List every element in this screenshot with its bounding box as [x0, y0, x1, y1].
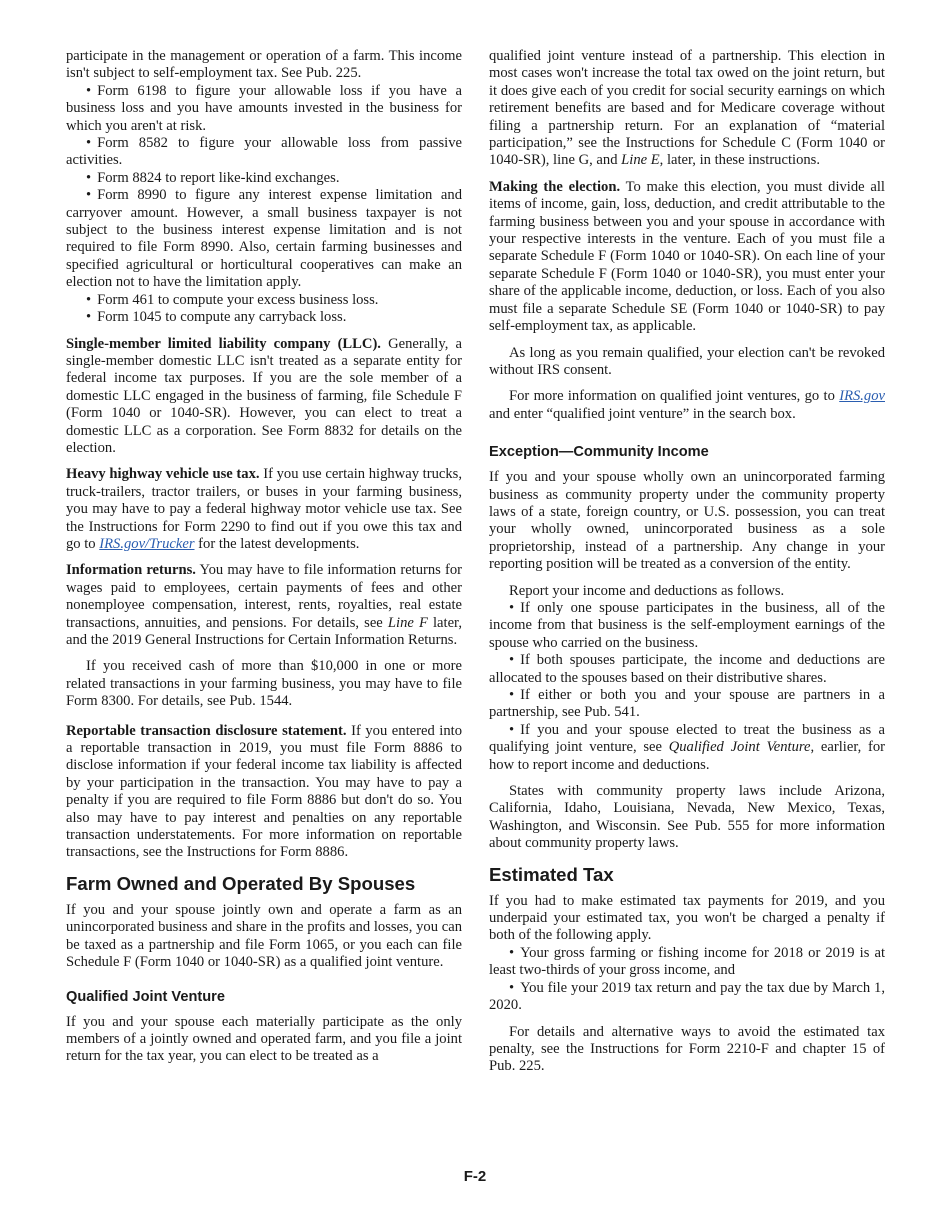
spouses-paragraph: If you and your spouse jointly own and operate a farm as an unincorporated business and share in the profits and losses, you can be taxed as a partnership and file Form 1065, or you each can file Schedule F (Form 1040 or 1040-SR) as a qualified joint venture.	[66, 901, 462, 971]
irs-gov-link[interactable]: IRS.gov	[839, 388, 885, 405]
qjv-continued-paragraph	[489, 48, 885, 170]
remain-paragraph: As long as you remain qualified, your election can't be revoked without IRS consent.	[489, 344, 885, 378]
left-column	[66, 48, 462, 1066]
list-item: • If either or both you and your spouse are partners in a partnership, see Pub. 541.	[489, 687, 885, 722]
more-info-paragraph	[489, 388, 885, 423]
info-returns-paragraph	[66, 562, 462, 649]
right-column	[489, 48, 885, 1076]
info-text: You may have to file information returns for wages paid to employees, certain payments of fees and other nonemployee compensation, interest, rents, royalties, real estate transactions, annuities, and pensions. For details, see	[66, 562, 463, 631]
llc-text: Generally, a single-member domestic LLC isn't treated as a separate entity for federal income tax purposes. If you are the sole member of a domestic LLC engaged in the business of farming, file Schedule F (Form 1040 or 1040-SR). However, you can elect to treat a domestic LLC as a corporation. See Form 8832 for details on the election.	[66, 335, 462, 456]
list-item: • Form 8824 to report like-kind exchanges.	[66, 170, 462, 187]
cash-paragraph: If you received cash of more than $10,000 in one or more related transactions in your farming business, you may have to file Form 8300. For details, see Pub. 1544.	[66, 658, 462, 710]
list-item: • Form 6198 to figure your allowable loss if you have a business loss and you have amounts invested in the business for which you aren't at risk.	[66, 83, 462, 135]
irs-trucker-link[interactable]: IRS.gov/Trucker	[99, 535, 195, 552]
line-f-ref: Line F	[387, 614, 428, 631]
list-item: • Form 8990 to figure any interest expense limitation and carryover amount. However, a small business taxpayer is not subject to the business interest expense limitation and is not required to file Form 8990. Also, certain farming businesses and specified agricultural or horticultural cooperatives can make an election not to have the limitation apply.	[66, 187, 462, 291]
states-paragraph: States with community property laws include Arizona, California, Idaho, Louisiana, Nevada, New Mexico, Texas, Washington, and Wisconsin. See Pub. 555 for more information about community property laws.	[489, 783, 885, 852]
rtd-paragraph	[66, 723, 462, 862]
rtd-heading: Reportable transaction disclosure statement.	[66, 722, 347, 739]
qjv-ref: Qualified Joint Venture	[668, 739, 811, 756]
qjv-continued-text: qualified joint venture instead of a partnership. This election in most cases won't increase the total tax owed on the joint return, but it does give each of you credit for social security earnings on which retirement benefits are based and for Medicare coverage without filing a partnership return. For an explanation of “material participation,” see the Instructions for Schedule C (Form 1040 or 1040-SR), line G, and	[489, 48, 885, 169]
paragraph: participate in the management or operation of a farm. This income isn't subject to self-employment tax. See Pub. 225.	[66, 48, 462, 82]
list-item: • Form 8582 to figure your allowable loss from passive activities.	[66, 135, 462, 170]
more-info-text: For more information on qualified joint ventures, go to	[509, 388, 835, 405]
llc-paragraph	[66, 336, 462, 458]
list-item: • Form 1045 to compute any carryback loss.	[66, 309, 462, 326]
list-item: • Your gross farming or fishing income for 2018 or 2019 is at least two-thirds of your gross income, and	[489, 945, 885, 980]
qjv-continued-end: , later, in these instructions.	[659, 152, 820, 169]
list-item: • You file your 2019 tax return and pay the tax due by March 1, 2020.	[489, 980, 885, 1015]
list-item	[489, 722, 885, 774]
qjv-paragraph: If you and your spouse each materially participate as the only members of a jointly owned and operated farm, and you file a joint return for the tax year, you can elect to be treated as a	[66, 1013, 462, 1065]
llc-heading: Single-member limited liability company (LLC).	[66, 335, 381, 352]
exception-paragraph: If you and your spouse wholly own an unincorporated farming business as community property under the community property laws of a state, foreign country, or U.S. possession, you can treat your wholly owned, unincorporated business as a sole proprietorship, instead of a partnership. Any change in your reporting position will be treated as a conversion of the entity.	[489, 469, 885, 573]
estimated-tax-paragraph: If you had to make estimated tax payments for 2019, and you underpaid your estimated tax, you won't be charged a penalty if both of the following apply.	[489, 892, 885, 944]
making-election-text: To make this election, you must divide all items of income, gain, loss, deduction, and credit attributable to the farming business between you and your spouse in accordance with your respective interests in the venture. Each of you must file a separate Schedule F (Form 1040 or 1040-SR). On each line of your separate Schedule F (Form 1040 or 1040-SR), you must enter your share of the applicable income, deduction, or loss. Each of you also must file a separate Schedule SE (Form 1040 or 1040-SR) to pay self-employment tax, as applicable.	[489, 178, 885, 335]
list-item-text-end: , earlier, for how to report income and deductions.	[489, 739, 885, 773]
making-election-paragraph	[489, 179, 885, 336]
hvut-text: If you use certain highway trucks, truck-trailers, tractor trailers, or buses in your farming business, you may have to pay a federal highway motor vehicle use tax. See the Instructions for Form 2290 to find out if you owe this tax and go to	[66, 466, 462, 552]
hvut-text-end: for the latest developments.	[198, 535, 360, 552]
more-info-text-end: and enter “qualified joint venture” in the search box.	[489, 405, 796, 422]
rtd-text: If you entered into a reportable transaction in 2019, you must file Form 8886 to disclose information if your federal income tax liability is affected by your participation in the transaction. You may have to pay a penalty if you are required to file Form 8886 but don't do so. You also may have to pay interest and penalties on any reportable transaction understatements. For more information on reportable transactions, see the Instructions for Form 8886.	[66, 722, 462, 861]
info-text-end: later, and the 2019 General Instructions for Certain Information Returns.	[66, 614, 462, 648]
details-paragraph: For details and alternative ways to avoid the estimated tax penalty, see the Instructions for Form 2210-F and chapter 15 of Pub. 225.	[489, 1023, 885, 1075]
list-item: • If both spouses participate, the income and deductions are allocated to the spouses based on their distributive shares.	[489, 652, 885, 687]
list-item-text: If you and your spouse elected to treat the business as a qualifying joint venture, see	[489, 721, 885, 756]
making-election-heading: Making the election.	[489, 178, 621, 195]
qjv-heading: Qualified Joint Venture	[66, 988, 225, 1005]
info-returns-heading: Information returns.	[66, 562, 196, 579]
estimated-tax-heading: Estimated Tax	[489, 863, 614, 885]
line-e-ref: Line E	[621, 152, 660, 169]
list-item: • Form 461 to compute your excess business loss.	[66, 292, 462, 309]
spouses-heading: Farm Owned and Operated By Spouses	[66, 872, 416, 894]
exception-heading: Exception—Community Income	[489, 444, 709, 461]
hvut-paragraph	[66, 466, 462, 553]
page-number: F-2	[463, 1168, 487, 1185]
hvut-heading: Heavy highway vehicle use tax.	[66, 466, 260, 483]
list-item: • If only one spouse participates in the business, all of the income from that business is the self-employment earnings of the spouse who carried on the business.	[489, 600, 885, 652]
report-paragraph: Report your income and deductions as follows.	[509, 582, 785, 599]
